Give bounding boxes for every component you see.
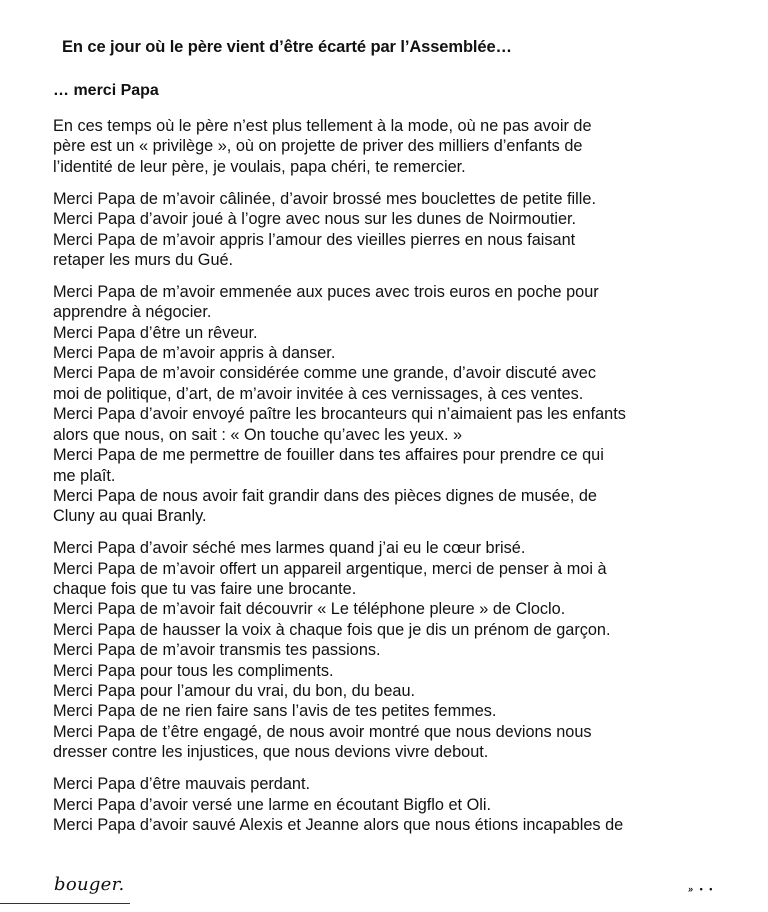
paragraph: [53, 189, 753, 271]
text-line: Merci Papa de ne rien faire sans l’avis de tes petites femmes.: [53, 702, 497, 721]
text-line: Merci Papa d’avoir sauvé Alexis et Jeanne alors que nous étions incapables de: [53, 816, 624, 834]
text-line: Merci Papa pour tous les compliments.: [53, 661, 334, 680]
paragraph: [53, 538, 753, 762]
headline: En ce jour où le père vient d’être écarté par l’Assemblée…: [62, 38, 512, 56]
text-line: Merci Papa de t’être engagé, de nous avoir montré que nous devions nous: [53, 722, 592, 741]
handwritten-word: bouger.: [54, 874, 125, 895]
text-line: Merci Papa d’avoir joué à l’ogre avec nous sur les dunes de Noirmoutier.: [53, 210, 577, 229]
text-line: Merci Papa de m’avoir fait découvrir « Le téléphone pleure » de Cloclo.: [53, 600, 566, 619]
text-line: chaque fois que tu vas faire une brocante.: [53, 580, 357, 599]
text-line: Merci Papa d’être un rêveur.: [53, 323, 258, 342]
text-line: moi de politique, d’art, de m’avoir invitée à ces vernissages, à ces ventes.: [53, 384, 584, 403]
page-mark: » • •: [688, 884, 715, 894]
text-line: Merci Papa de nous avoir fait grandir dans des pièces dignes de musée, de: [53, 486, 597, 505]
text-line: dresser contre les injustices, que nous devions vivre debout.: [53, 743, 489, 762]
paragraph: [53, 116, 753, 177]
text-line: père est un « privilège », où on projette de priver des milliers d’enfants de: [53, 137, 583, 156]
text-line: Merci Papa de m’avoir câlinée, d’avoir brossé mes bouclettes de petite fille.: [53, 189, 596, 208]
text-line: En ces temps où le père n’est plus tellement à la mode, où ne pas avoir de: [53, 117, 592, 135]
text-line: Merci Papa pour l’amour du vrai, du bon, du beau.: [53, 682, 416, 701]
text-line: Merci Papa de m’avoir emmenée aux puces avec trois euros en poche pour: [53, 282, 599, 301]
text-line: Merci Papa de m’avoir offert un appareil argentique, merci de penser à moi à: [53, 559, 607, 578]
text-line: Merci Papa de m’avoir appris l’amour des vieilles pierres en nous faisant: [53, 230, 576, 249]
text-line: Merci Papa de m’avoir appris à danser.: [53, 344, 336, 363]
text-line: me plaît.: [53, 466, 116, 485]
text-line: Merci Papa d’avoir envoyé paître les brocanteurs qui n’aimaient pas les enfants: [53, 405, 626, 424]
letter-body: [53, 116, 753, 847]
text-line: Merci Papa de m’avoir transmis tes passions.: [53, 641, 381, 660]
scan-artifact-line: [0, 903, 130, 904]
text-line: Merci Papa d’avoir versé une larme en écoutant Bigflo et Oli.: [53, 795, 492, 814]
paragraph: [53, 282, 753, 527]
subtitle: … merci Papa: [53, 82, 159, 99]
paragraph: [53, 774, 753, 835]
text-line: Merci Papa de me permettre de fouiller dans tes affaires pour prendre ce qui: [53, 446, 604, 465]
text-line: Merci Papa d’avoir séché mes larmes quand j’ai eu le cœur brisé.: [53, 539, 526, 558]
text-line: retaper les murs du Gué.: [53, 250, 234, 269]
text-line: Merci Papa de hausser la voix à chaque fois que je dis un prénom de garçon.: [53, 620, 611, 639]
text-line: alors que nous, on sait : « On touche qu’avec les yeux. »: [53, 425, 463, 444]
text-line: Merci Papa de m’avoir considérée comme une grande, d’avoir discuté avec: [53, 364, 596, 383]
text-line: Merci Papa d’être mauvais perdant.: [53, 775, 311, 794]
text-line: l’identité de leur père, je voulais, papa chéri, te remercier.: [53, 157, 466, 176]
text-line: Cluny au quai Branly.: [53, 507, 207, 526]
text-line: apprendre à négocier.: [53, 303, 212, 322]
